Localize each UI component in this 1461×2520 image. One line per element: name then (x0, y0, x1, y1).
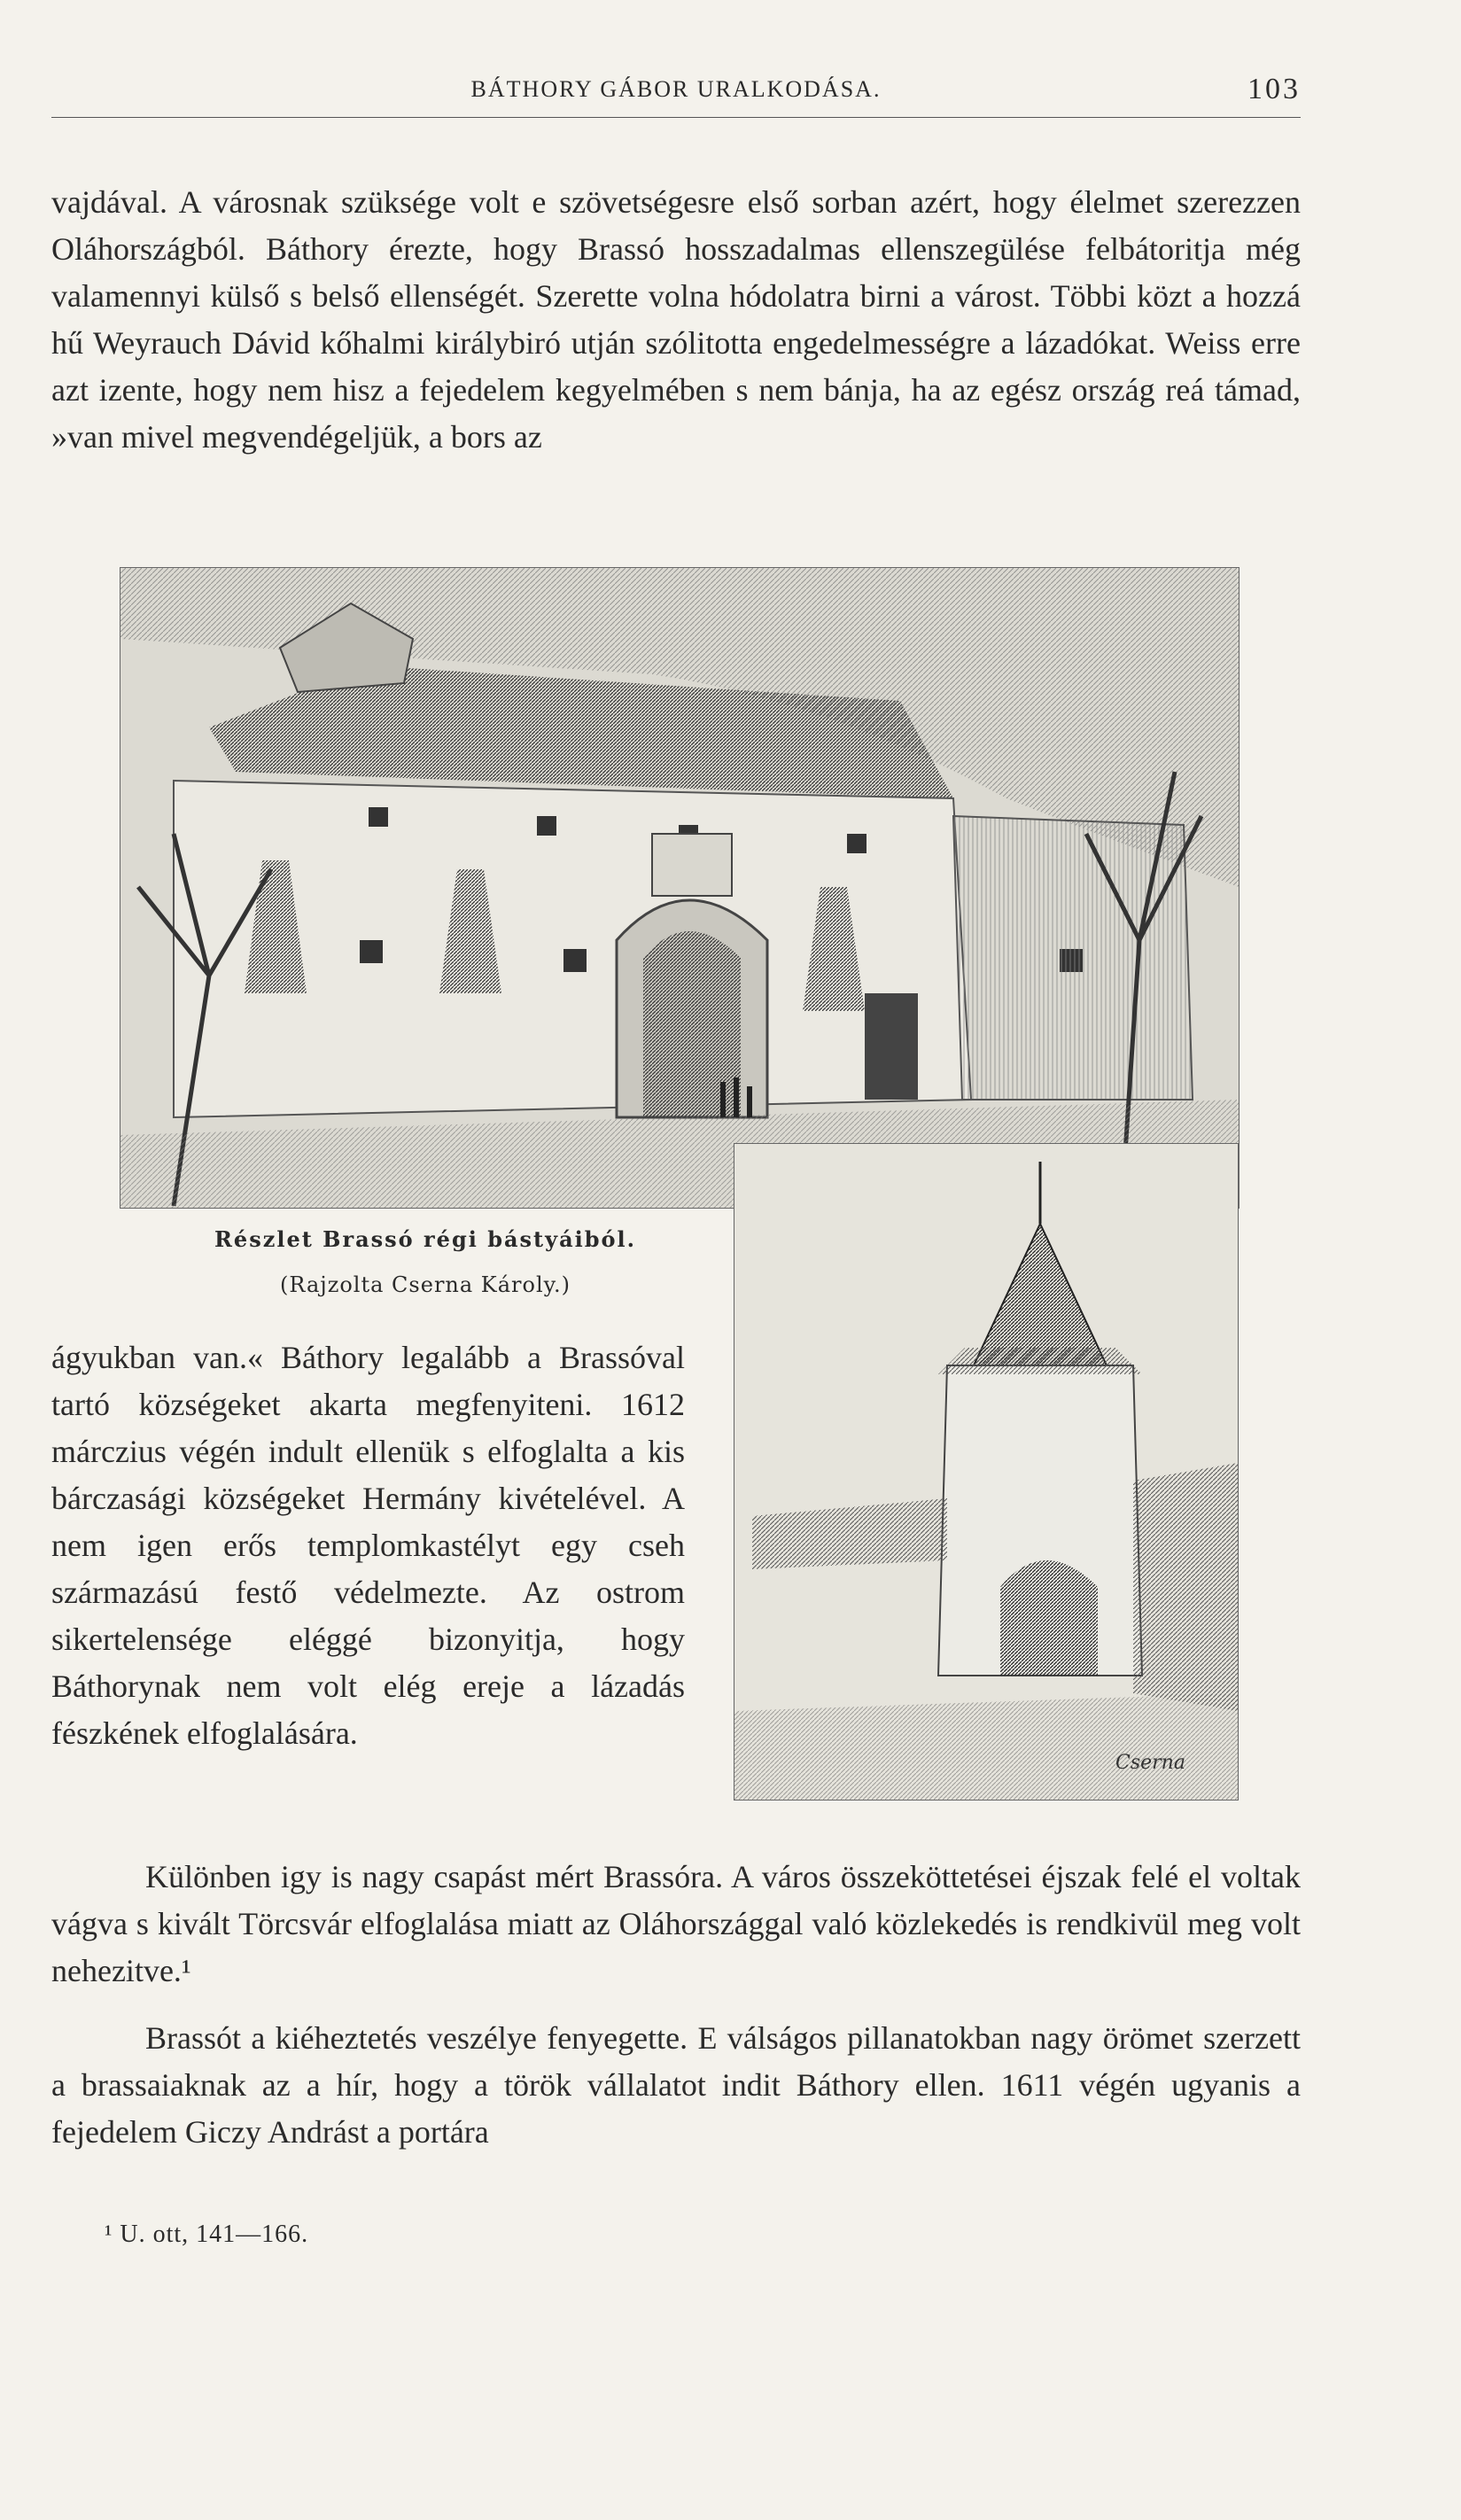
paragraph-bottom-2: Brassót a kiéheztetés veszélye fenyegette. E válságos pillanatokban nagy örömet szerzett a brassaiaknak az a hír, hogy a török vállalatot indit Báthory ellen. 1611 végén ugyanis a fejedelem Giczy Andrást a portára (51, 2020, 1301, 2150)
figure-caption-title: Részlet Brassó régi bástyáiból. (214, 1226, 637, 1252)
paragraph-side: ágyukban van.« Báthory legalább a Brassóval tartó községeket akarta megfenyiteni. 1612 márczius végén indult ellenük s elfoglalta a kis bárczasági községeket Hermány kivételével. A nem igen erős templomkastélyt egy cseh származású festő védelmezte. Az ostrom sikertelensége eléggé bizonyitja, hogy Báthorynak nem volt elég ereje a lázadás fészkének elfoglalására. (51, 1340, 685, 1751)
bastion-illustration (120, 568, 1239, 1208)
paragraph-bottom-1: Különben igy is nagy csapást mért Brassóra. A város összeköttetései éjszak felé el voltak vágva s kivált Törcsvár elfoglalása miatt az Oláhországgal való közlekedés is rendkivül meg volt nehezitve.¹ (51, 1859, 1301, 1988)
figure-caption-credit: (Rajzolta Cserna Károly.) (279, 1272, 571, 1297)
running-title: BÁTHORY GÁBOR URALKODÁSA. (470, 76, 882, 102)
footnote: ¹ U. ott, 141—166. (105, 2221, 309, 2248)
gate-tower-engraving (734, 1143, 1239, 1801)
page-number: 103 (1247, 73, 1301, 105)
bastion-engraving (120, 567, 1240, 1209)
artist-signature: Cserna (1115, 1752, 1185, 1774)
running-head (51, 71, 1301, 118)
tower-illustration (734, 1144, 1238, 1800)
paragraph-top: vajdával. A városnak szüksége volt e szövetségesre első sorban azért, hogy élelmet szerezzen Oláhországból. Báthory érezte, hogy Brassó hosszadalmas ellenszegülése felbátoritja még valamennyi külső s belső ellenségét. Szerette volna hódolatra birni a várost. Többi közt a hozzá hű Weyrauch Dávid kőhalmi királybiró utján szólitotta engedelmességre a lázadókat. Weiss erre azt izente, hogy nem hisz a fejedelem kegyelmében s nem bánja, ha az egész ország reá támad, »van mivel megvendégeljük, a bors az (51, 184, 1301, 455)
